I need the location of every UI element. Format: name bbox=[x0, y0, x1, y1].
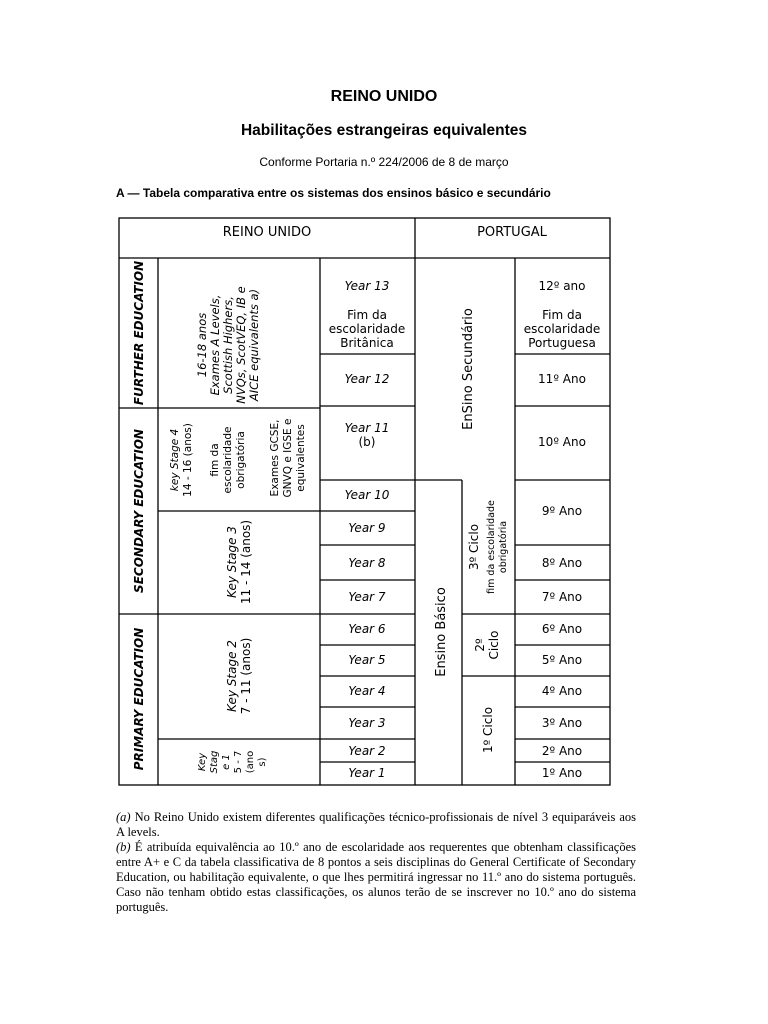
header-reino-unido: REINO UNIDO bbox=[222, 225, 312, 240]
further-line-5: AICE equivalents a) bbox=[247, 288, 261, 402]
secondary-education-label: SECONDARY EDUCATION bbox=[132, 429, 146, 593]
ano-7: 7º Ano bbox=[541, 590, 583, 604]
year-12: Year 12 bbox=[344, 372, 390, 386]
ano-12: 12º ano bbox=[538, 279, 586, 293]
further-education-label: FURTHER EDUCATION bbox=[132, 260, 146, 406]
pt-end-line-1: Fim da bbox=[542, 308, 582, 322]
ks1-line-4: 5 - 7 bbox=[233, 750, 244, 774]
ciclo-2-label-line-1: 2º bbox=[473, 638, 487, 652]
year-4: Year 4 bbox=[348, 684, 386, 698]
page-subtitle: Habilitações estrangeiras equivalentes bbox=[240, 122, 528, 139]
ks3-title: Key Stage 3 bbox=[225, 526, 239, 598]
year-6: Year 6 bbox=[348, 622, 386, 636]
footnote-b-text: É atribuída equivalência ao 10.º ano de escolaridade aos requerentes que obtenham classificações entre A+ e C da tabela classificativa de 8 pontos a seis disciplinas do General Certificate of Secondary Education, ou habilitação equivalente, o que lhes permitirá ingressar no 11.º ano do sistema português. Caso não tenham obtido estas classificações, os alunos terão de se inscrever no 10.º ano do sistema português. bbox=[116, 840, 636, 914]
ks4-end-line-1: fim da bbox=[209, 443, 221, 477]
further-line-1: 16-18 anos bbox=[195, 312, 209, 378]
ciclo-2-label-line-2: Ciclo bbox=[487, 630, 501, 660]
year-5: Year 5 bbox=[348, 653, 386, 667]
section-title: A — Tabela comparativa entre os sistemas dos ensinos básico e secundário bbox=[116, 186, 551, 200]
further-stage-block bbox=[195, 286, 261, 404]
ks1-line-3: e 1 bbox=[221, 754, 232, 770]
ks3-ages: 11 - 14 (anos) bbox=[239, 519, 253, 605]
year-13: Year 13 bbox=[344, 279, 390, 293]
ks4-end-line-2: escolaridade bbox=[222, 426, 234, 494]
ano-2: 2º Ano bbox=[541, 744, 583, 758]
further-line-4: NVQs, ScotVEQ, IB e bbox=[234, 286, 248, 404]
ks4-block bbox=[169, 419, 307, 498]
further-line-2: Exames A Levels, bbox=[208, 294, 222, 396]
footnote-b bbox=[116, 840, 636, 915]
ano-9: 9º Ano bbox=[541, 504, 583, 518]
footnote-a-mark: (a) bbox=[116, 810, 131, 824]
ks1-line-5: (ano bbox=[245, 750, 256, 774]
ano-5: 5º Ano bbox=[541, 653, 583, 667]
ciclo-3-label: 3º Ciclo bbox=[467, 523, 481, 571]
uk-end-line-2: escolaridade bbox=[328, 322, 406, 336]
ks2-ages: 7 - 11 (anos) bbox=[239, 637, 253, 715]
uk-end-line-1: Fim da bbox=[347, 308, 387, 322]
pt-end-line-2: escolaridade bbox=[523, 322, 601, 336]
year-11-note: (b) bbox=[358, 435, 376, 449]
year-2: Year 2 bbox=[348, 744, 386, 758]
ano-6: 6º Ano bbox=[541, 622, 583, 636]
further-line-3: Scottish Highers, bbox=[221, 296, 235, 394]
ks2-title: Key Stage 2 bbox=[225, 640, 239, 712]
footnotes bbox=[116, 810, 636, 915]
ano-10: 10º Ano bbox=[538, 435, 586, 449]
primary-education-label: PRIMARY EDUCATION bbox=[132, 627, 146, 771]
ano-8: 8º Ano bbox=[541, 556, 583, 570]
ano-11: 11º Ano bbox=[538, 372, 586, 386]
decree-reference: Conforme Portaria n.º 224/2006 de 8 de março bbox=[259, 155, 509, 169]
footnote-a bbox=[116, 810, 636, 840]
ano-4: 4º Ano bbox=[541, 684, 583, 698]
uk-end-line-3: Britânica bbox=[340, 336, 394, 350]
ks1-block bbox=[197, 751, 268, 774]
footnote-b-mark: (b) bbox=[116, 840, 131, 854]
ks1-line-2: Stag bbox=[209, 750, 220, 774]
ks4-end-line-3: obrigatória bbox=[235, 431, 247, 489]
ensino-secundario-label: EnSino Secundário bbox=[461, 308, 476, 430]
year-1: Year 1 bbox=[348, 766, 386, 780]
ciclo-1-label: 1º Ciclo bbox=[481, 706, 495, 754]
page-title: REINO UNIDO bbox=[330, 88, 438, 105]
ensino-basico-label: Ensino Básico bbox=[434, 587, 449, 677]
header-portugal: PORTUGAL bbox=[477, 225, 547, 240]
pt-end-line-3: Portuguesa bbox=[528, 336, 596, 350]
ks4-exams-line-2: GNVQ e IGSE e bbox=[282, 418, 294, 498]
ks4-ages: 14 - 16 (anos) bbox=[182, 423, 194, 497]
ciclo-3-note-line-1: fim da escolaridade bbox=[486, 500, 497, 594]
ks1-line-6: s) bbox=[257, 757, 268, 767]
year-11: Year 11 bbox=[344, 421, 390, 435]
ciclo-3-note-line-2: obrigatória bbox=[498, 520, 509, 574]
ks4-title: key Stage 4 bbox=[169, 428, 181, 492]
ks4-exams-line-3: equivalentes bbox=[295, 424, 307, 492]
year-9: Year 9 bbox=[348, 521, 386, 535]
ano-1: 1º Ano bbox=[541, 766, 583, 780]
ks4-exams-line-1: Exames GCSE, bbox=[269, 419, 281, 497]
year-8: Year 8 bbox=[348, 556, 386, 570]
year-7: Year 7 bbox=[348, 590, 386, 604]
year-10: Year 10 bbox=[344, 488, 390, 502]
ks1-line-1: Key bbox=[197, 752, 208, 772]
footnote-a-text: No Reino Unido existem diferentes qualificações técnico-profissionais de nível 3 equiparáveis aos A levels. bbox=[116, 810, 636, 839]
year-3: Year 3 bbox=[348, 716, 386, 730]
ano-3: 3º Ano bbox=[541, 716, 583, 730]
